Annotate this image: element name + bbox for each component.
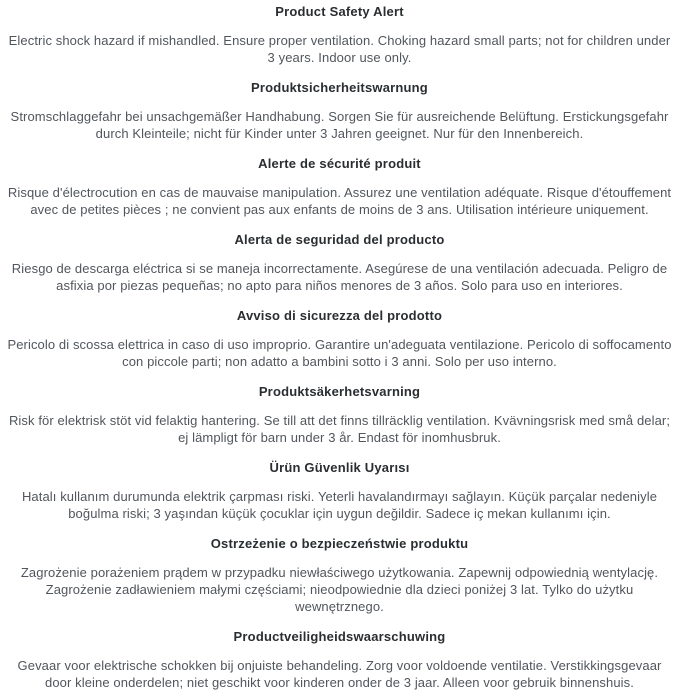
safety-heading-nl: Productveiligheidswaarschuwing — [233, 629, 446, 644]
safety-heading-tr: Ürün Güvenlik Uyarısı — [269, 460, 410, 475]
safety-section-tr — [6, 459, 673, 522]
safety-section-de — [6, 79, 673, 142]
safety-heading-it: Avviso di sicurezza del prodotto — [236, 308, 443, 323]
safety-heading-en: Product Safety Alert — [275, 4, 404, 19]
safety-body-sv: Risk för elektrisk stöt vid felaktig hantering. Se till att det finns tillräcklig ventilation. Kvävningsrisk med små delar; ej lämpligt för barn under 3 år. Endast för inomhusbruk. — [8, 413, 671, 445]
safety-body-es: Riesgo de descarga eléctrica si se maneja incorrectamente. Asegúrese de una ventilación adecuada. Peligro de asfixia por piezas pequeñas; no apto para niños menores de 3 años. Solo para uso en interiores. — [11, 261, 668, 293]
safety-section-pl — [6, 535, 673, 615]
safety-heading-es: Alerta de seguridad del producto — [234, 232, 445, 247]
safety-section-fr — [6, 155, 673, 218]
safety-section-it — [6, 307, 673, 370]
safety-heading-sv: Produktsäkerhetsvarning — [258, 384, 421, 399]
safety-body-en: Electric shock hazard if mishandled. Ensure proper ventilation. Choking hazard small parts; not for children under 3 years. Indoor use only. — [8, 33, 671, 65]
safety-heading-fr: Alerte de sécurité produit — [258, 156, 421, 171]
safety-body-fr: Risque d'électrocution en cas de mauvaise manipulation. Assurez une ventilation adéquate. Risque d'étouffement avec de petites pièces ; ne convient pas aux enfants de moins de 3 ans. Utilisation intérieure uniquement. — [7, 185, 672, 217]
safety-body-nl: Gevaar voor elektrische schokken bij onjuiste behandeling. Zorg voor voldoende ventilatie. Verstikkingsgevaar door kleine onderdelen; niet geschikt voor kinderen onder de 3 jaar. Alleen voor gebruik binnenshuis. — [17, 658, 662, 690]
safety-section-sv — [6, 383, 673, 446]
safety-body-tr: Hatalı kullanım durumunda elektrik çarpması riski. Yeterli havalandırmayı sağlayın. Küçük parçalar nedeniyle boğulma riski; 3 yaşından küçük çocuklar için uygun değildir. Sadece iç mekan kullanımı için. — [21, 489, 658, 521]
safety-heading-pl: Ostrzeżenie o bezpieczeństwie produktu — [210, 536, 469, 551]
safety-body-pl: Zagrożenie porażeniem prądem w przypadku niewłaściwego użytkowania. Zapewnij odpowiednią wentylację. Zagrożenie zadławieniem małymi częściami; nieodpowiednie dla dzieci poniżej 3 lat. Tylko do użytku wewnętrznego. — [20, 565, 659, 614]
safety-body-de: Stromschlaggefahr bei unsachgemäßer Handhabung. Sorgen Sie für ausreichende Belüftung. Erstickungsgefahr durch Kleinteile; nicht für Kinder unter 3 Jahren geeignet. Nur für den Innenbereich. — [10, 109, 669, 141]
safety-heading-de: Produktsicherheitswarnung — [251, 80, 428, 95]
safety-section-es — [6, 231, 673, 294]
safety-body-it: Pericolo di scossa elettrica in caso di uso improprio. Garantire un'adeguata ventilazione. Pericolo di soffocamento con piccole parti; non adatto a bambini sotto i 3 anni. Solo per uso interno. — [7, 337, 672, 369]
safety-section-en — [6, 3, 673, 66]
safety-section-nl — [6, 628, 673, 691]
